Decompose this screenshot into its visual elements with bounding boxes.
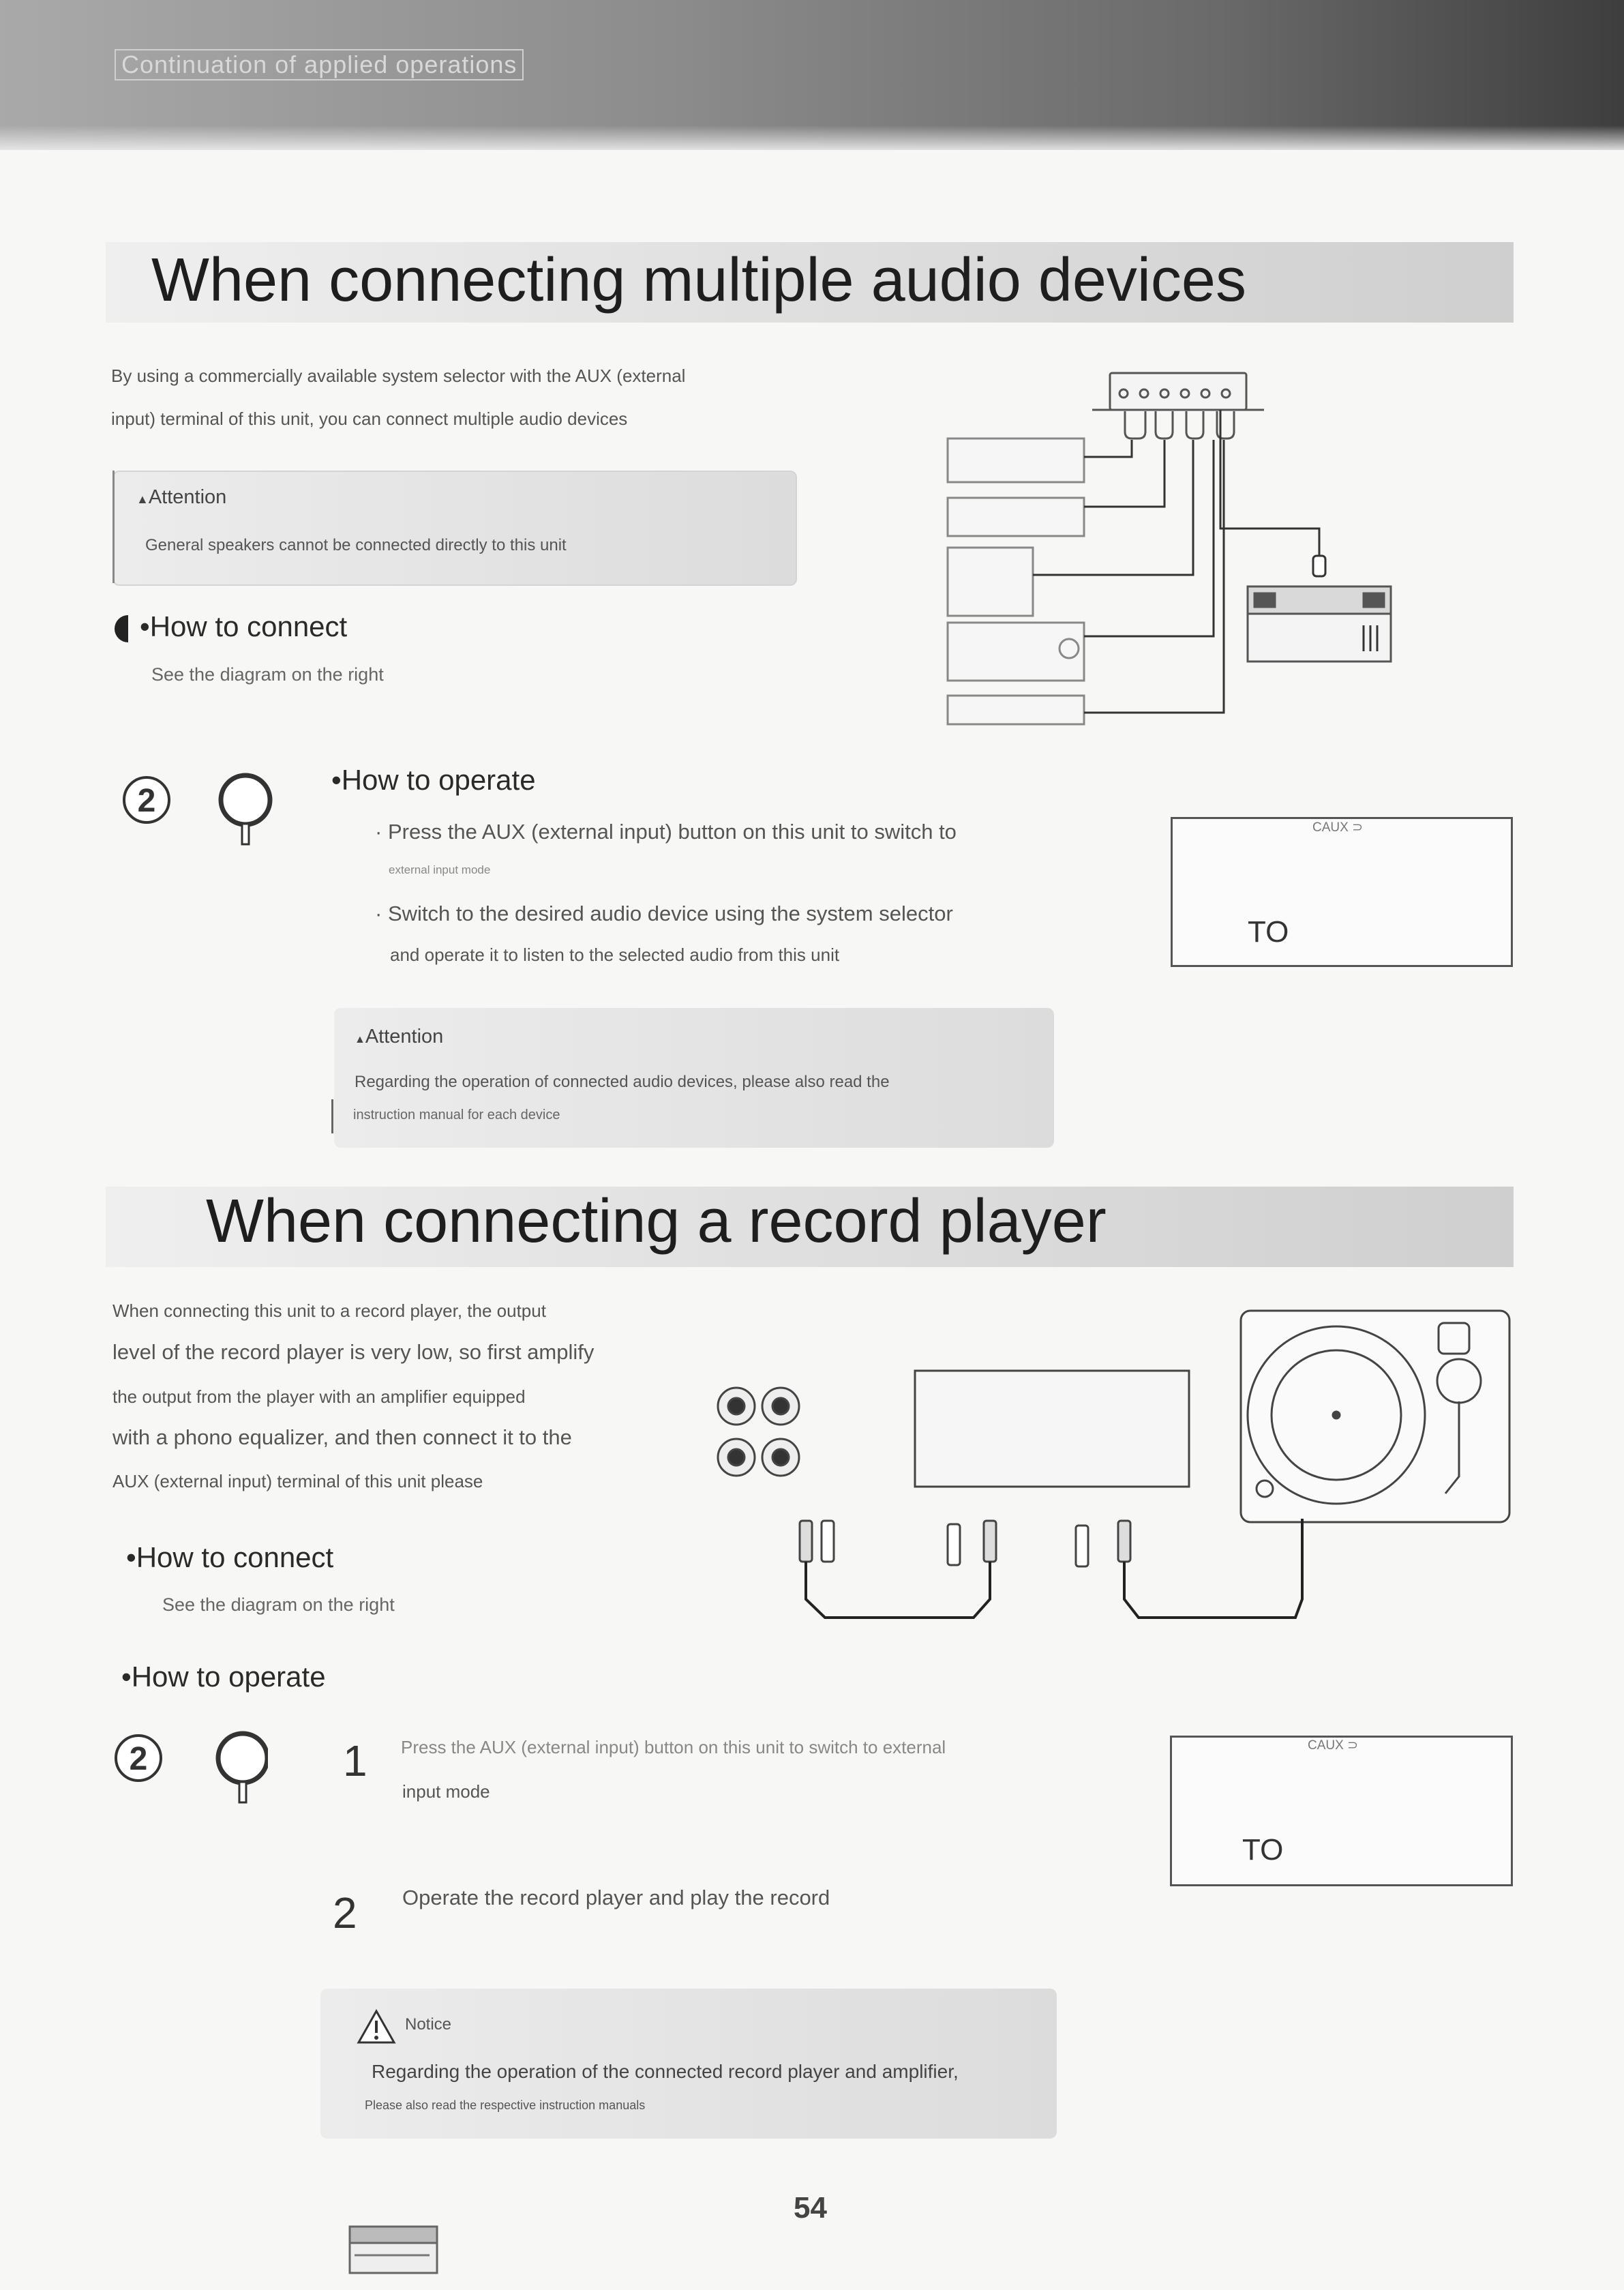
step-2-number: 2 [333,1888,357,1937]
svg-text:2: 2 [129,1741,148,1777]
section2-intro-line1: When connecting this unit to a record player, the output [112,1300,546,1321]
warning-triangle-icon: ▲ [355,1034,365,1045]
display-1-value: TO [1248,915,1289,949]
notice-line2: Please also read the respective instruction manuals [365,2098,646,2112]
step-2-dial-icon [119,769,276,851]
operate-bullet2-line1: · Switch to the desired audio device using the system selector [375,902,953,925]
section2-intro-line2: level of the record player is very low, so first amplify [112,1340,595,1364]
svg-text:2: 2 [137,783,156,819]
warning-triangle-icon [356,2008,397,2045]
attention-box-2-rule [331,1099,333,1133]
section1-intro-line1: By using a commercially available system selector with the AUX (external [111,366,686,386]
attention-box-1-rule [112,471,115,583]
warning-triangle-icon: ▲ [136,492,149,506]
section1-title: When connecting multiple audio devices [151,246,1246,314]
device-thumbnail-icon [348,2225,440,2276]
attention-2-line1: Regarding the operation of connected audio devices, please also read the [355,1073,890,1091]
header-label: Continuation of applied operations [115,49,524,80]
how-to-operate-heading-1: •How to operate [331,764,536,796]
operate-bullet2-line2: and operate it to listen to the selected audio from this unit [390,945,840,965]
section2-intro-line3: the output from the player with an amplifier equipped [112,1386,526,1407]
how-to-connect-note-1: See the diagram on the right [151,664,384,685]
section2-title: When connecting a record player [206,1187,1107,1255]
page-number: 54 [794,2191,827,2225]
record-player-diagram [702,1299,1514,1633]
bullet-icon: • [121,1661,132,1693]
bullet-icon: • [140,610,150,642]
step-2-dial-icon [111,1727,268,1809]
bullet-icon: • [331,764,342,796]
step-1-number: 1 [343,1736,367,1785]
attention-2-line2: instruction manual for each device [353,1107,560,1122]
how-to-operate-heading-2: •How to operate [121,1661,326,1693]
attention-1-heading [136,486,226,509]
display-1-indicator: CAUX ⊃ [1312,820,1363,835]
step-1-line2: input mode [402,1781,490,1802]
operate-bullet1-line1: · Press the AUX (external input) button on this unit to switch to [375,820,957,844]
how-to-connect-note-2: See the diagram on the right [162,1594,395,1615]
notice-title: Notice [405,2015,452,2034]
display-panel-2 [1170,1736,1513,1886]
section2-intro-line4: with a phono equalizer, and then connect it to the [112,1425,572,1449]
how-to-connect-heading-1: •How to connect [140,610,348,642]
display-2-indicator: CAUX ⊃ [1308,1738,1358,1753]
attention-2-title: Attention [365,1026,444,1047]
section2-intro-line5: AUX (external input) terminal of this unit please [112,1471,483,1491]
operate-bullet1-line2: external input mode [389,863,491,876]
section-marker-icon [115,615,128,642]
bullet-icon: • [126,1541,136,1573]
attention-1-text: General speakers cannot be connected directly to this unit [145,536,567,554]
section1-intro-line2: input) terminal of this unit, you can connect multiple audio devices [111,408,628,429]
step-2-line1: Operate the record player and play the record [402,1886,830,1909]
system-selector-diagram [934,331,1411,740]
display-panel-1 [1171,817,1513,967]
display-2-value: TO [1242,1833,1284,1867]
attention-1-title: Attention [148,486,227,508]
notice-line1: Regarding the operation of the connected record player and amplifier, [372,2061,959,2082]
step-1-line1: Press the AUX (external input) button on this unit to switch to external [401,1737,946,1757]
attention-2-heading [355,1026,443,1048]
how-to-connect-heading-2: •How to connect [126,1541,334,1573]
